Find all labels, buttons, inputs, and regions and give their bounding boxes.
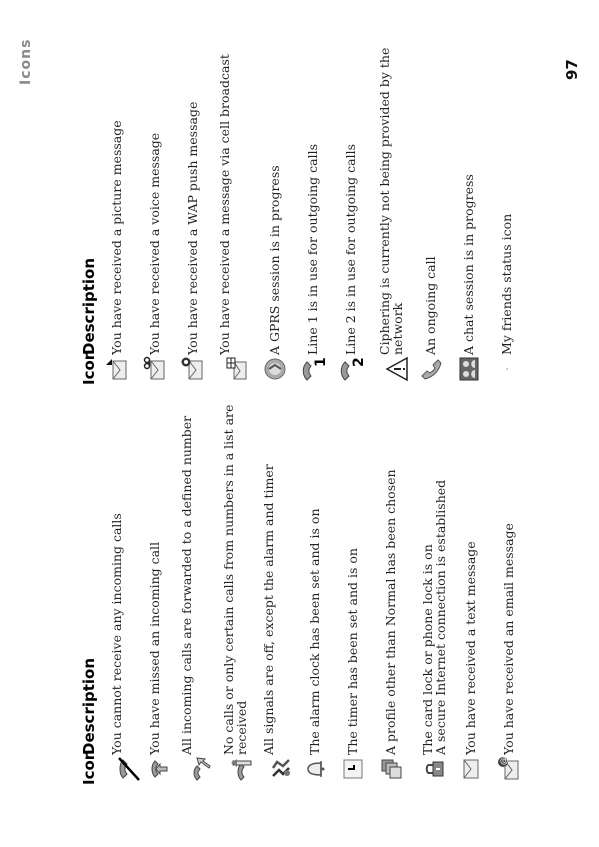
icon-column-header: Icon: [80, 349, 98, 385]
row-description: A profile other than Normal has been chosen: [383, 469, 398, 755]
email-message-icon: [496, 755, 522, 783]
missed-call-icon: [145, 755, 171, 783]
row-description: My friends status icon: [499, 213, 514, 355]
signals-off-icon: [268, 755, 294, 783]
row-description: The timer has been set and is on: [345, 548, 360, 755]
icon-column-header: Icon: [80, 749, 98, 785]
alarm-bell-icon: [302, 755, 328, 783]
ciphering-warning-icon: [384, 355, 410, 383]
text-message-icon: [458, 755, 484, 783]
row-description: Line 1 is in use for outgoing calls: [305, 143, 320, 355]
call-forward-icon: [186, 755, 212, 783]
svg-text:@: @: [499, 757, 508, 765]
row-description: No calls or only certain calls from numbers in a list are received: [221, 404, 249, 755]
table-header: [72, 405, 106, 785]
wap-push-icon: [180, 355, 206, 383]
row-description: You have received an email message: [501, 523, 516, 755]
row-description: Line 2 is in use for outgoing calls: [343, 143, 358, 355]
row-description: You have received a text message: [463, 541, 478, 755]
row-description: You have received a message via cell broadcast: [217, 54, 232, 355]
row-description-secondary: A secure Internet connection is established: [433, 479, 448, 755]
description-column-header: Description: [80, 657, 98, 755]
cell-broadcast-icon: [224, 355, 250, 383]
row-description-group: [421, 395, 447, 755]
row-description: A chat session is in progress: [461, 174, 476, 355]
row-description: A GPRS session is in progress: [267, 165, 282, 355]
lock-icon: [421, 755, 447, 783]
restricted-calls-icon: [228, 755, 254, 783]
row-description: You have received a voice message: [147, 132, 162, 355]
row-description: An ongoing call: [423, 256, 438, 355]
ongoing-call-icon: [418, 355, 444, 383]
line-1-icon: [300, 355, 329, 383]
chat-icon: [456, 355, 482, 383]
row-description: All incoming calls are forwarded to a defined number: [179, 415, 194, 755]
description-column-header: Description: [80, 257, 98, 355]
row-description: The card lock or phone lock is on: [420, 544, 435, 755]
icon-table-right: [72, 5, 514, 385]
friends-status-icon: [494, 355, 520, 383]
gprs-icon: [262, 355, 288, 383]
row-description: You have received a picture message: [109, 120, 124, 355]
section-title: Icons: [18, 38, 34, 85]
no-incoming-calls-icon: [116, 755, 142, 783]
row-description: The alarm clock has been set and is on: [307, 508, 322, 755]
picture-message-icon: [104, 355, 130, 383]
svg-text:1: 1: [313, 357, 329, 367]
row-description: All signals are off, except the alarm and timer: [261, 464, 276, 755]
svg-text:2: 2: [351, 357, 367, 367]
page-number: 97: [563, 59, 581, 80]
row-description: You have received a WAP push message: [185, 101, 200, 355]
icon-table-left: [72, 404, 516, 785]
timer-icon: [340, 755, 366, 783]
line-2-icon: [338, 355, 367, 383]
voice-message-icon: [142, 355, 168, 383]
row-description: You have missed an incoming call: [147, 541, 162, 755]
row-description: You cannot receive any incoming calls: [109, 513, 124, 755]
profile-icon: [378, 755, 404, 783]
table-header: [72, 5, 106, 385]
row-description: Ciphering is currently not being provided by the network: [377, 47, 405, 355]
